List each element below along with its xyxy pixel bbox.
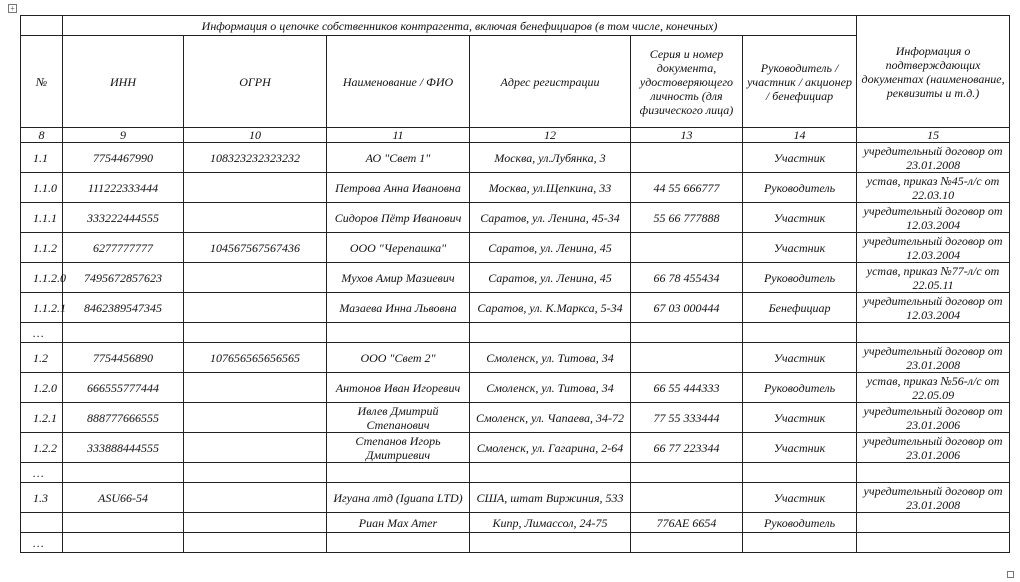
cell-name: Игуана лтд (Iguana LTD) xyxy=(327,483,470,513)
cell-ogrn xyxy=(184,323,327,343)
cell-number: … xyxy=(21,463,63,483)
cell-role: Руководитель xyxy=(743,373,857,403)
cell-inn: 333222444555 xyxy=(63,203,184,233)
cell-ogrn xyxy=(184,533,327,553)
cell-name: Мухов Амир Мазиевич xyxy=(327,263,470,293)
cell-inn: 7495672857623 xyxy=(63,263,184,293)
cell-confirming-docs xyxy=(857,323,1010,343)
column-header: Серия и номер документа, удостоверяющего личность (для физического лица) xyxy=(631,36,743,128)
cell-number: 1.2.1 xyxy=(21,403,63,433)
cell-address xyxy=(470,533,631,553)
table-row xyxy=(21,403,1010,433)
cell-confirming-docs xyxy=(857,513,1010,533)
cell-role: Участник xyxy=(743,433,857,463)
cell-address: Смоленск, ул. Гагарина, 2-64 xyxy=(470,433,631,463)
cell-inn: ASU66-54 xyxy=(63,483,184,513)
cell-document: 776АЕ 6654 xyxy=(631,513,743,533)
cell-role: Участник xyxy=(743,143,857,173)
cell-name: АО "Свет 1" xyxy=(327,143,470,173)
cell-name: ООО "Свет 2" xyxy=(327,343,470,373)
cell-document: 44 55 666777 xyxy=(631,173,743,203)
cell-confirming-docs: учредительный договор от 23.01.2008 xyxy=(857,483,1010,513)
cell-document: 67 03 000444 xyxy=(631,293,743,323)
cell-confirming-docs xyxy=(857,533,1010,553)
cell-document: 66 55 444333 xyxy=(631,373,743,403)
cell-document: 55 66 777888 xyxy=(631,203,743,233)
cell-inn xyxy=(63,513,184,533)
cell-name: Петрова Анна Ивановна xyxy=(327,173,470,203)
cell-confirming-docs: устав, приказ №45-л/с от 22.03.10 xyxy=(857,173,1010,203)
cell-name xyxy=(327,463,470,483)
table-row xyxy=(21,323,1010,343)
cell-confirming-docs: учредительный договор от 23.01.2006 xyxy=(857,403,1010,433)
cell-number: 1.1.2.1 xyxy=(21,293,63,323)
cell-inn: 888777666555 xyxy=(63,403,184,433)
table-title: Информация о цепочке собственников контрагента, включая бенефициаров (в том числе, конечных) xyxy=(63,16,857,36)
cell-role: Бенефициар xyxy=(743,293,857,323)
cell-ogrn xyxy=(184,173,327,203)
table-row xyxy=(21,233,1010,263)
table-row xyxy=(21,293,1010,323)
cell-ogrn xyxy=(184,463,327,483)
cell-address: Москва, ул.Лубянка, 3 xyxy=(470,143,631,173)
owners-chain-table xyxy=(20,15,1010,553)
cell-ogrn xyxy=(184,483,327,513)
cell-inn xyxy=(63,463,184,483)
cell-ogrn xyxy=(184,203,327,233)
cell-name xyxy=(327,323,470,343)
cell-confirming-docs xyxy=(857,463,1010,483)
cell-ogrn xyxy=(184,293,327,323)
cell-name: Антонов Иван Игоревич xyxy=(327,373,470,403)
column-number: 14 xyxy=(743,128,857,143)
column-header: Руководитель / участник / акционер / бенефициар xyxy=(743,36,857,128)
cell-address: Москва, ул.Щепкина, 33 xyxy=(470,173,631,203)
cell-ogrn: 108323232323232 xyxy=(184,143,327,173)
table-row xyxy=(21,483,1010,513)
cell-name: ООО "Черепашка" xyxy=(327,233,470,263)
cell-name: Риан Max Amer xyxy=(327,513,470,533)
cell-inn: 666555777444 xyxy=(63,373,184,403)
column-header: Наименование / ФИО xyxy=(327,36,470,128)
cell-document: 77 55 333444 xyxy=(631,403,743,433)
cell-confirming-docs: учредительный договор от 23.01.2006 xyxy=(857,433,1010,463)
cell-number: 1.1.1 xyxy=(21,203,63,233)
cell-confirming-docs: учредительный договор от 12.03.2004 xyxy=(857,203,1010,233)
table-row xyxy=(21,143,1010,173)
cell-address: Кипр, Лимассол, 24-75 xyxy=(470,513,631,533)
table-move-handle-icon[interactable]: + xyxy=(8,4,17,13)
cell-inn: 7754456890 xyxy=(63,343,184,373)
cell-confirming-docs: учредительный договор от 12.03.2004 xyxy=(857,233,1010,263)
cell-number: 1.1.2 xyxy=(21,233,63,263)
cell-address: Саратов, ул. Ленина, 45-34 xyxy=(470,203,631,233)
cell-name xyxy=(327,533,470,553)
table-header-blank xyxy=(21,16,63,36)
cell-role: Руководитель xyxy=(743,513,857,533)
cell-address xyxy=(470,323,631,343)
column-header: Адрес регистрации xyxy=(470,36,631,128)
column-number: 12 xyxy=(470,128,631,143)
cell-number: … xyxy=(21,323,63,343)
cell-document xyxy=(631,343,743,373)
cell-address: Саратов, ул. К.Маркса, 5-34 xyxy=(470,293,631,323)
column-number: 13 xyxy=(631,128,743,143)
cell-document xyxy=(631,483,743,513)
cell-number: 1.1.2.0 xyxy=(21,263,63,293)
cell-name: Сидоров Пётр Иванович xyxy=(327,203,470,233)
cell-confirming-docs: устав, приказ №56-л/с от 22.05.09 xyxy=(857,373,1010,403)
table-row xyxy=(21,513,1010,533)
cell-role: Участник xyxy=(743,343,857,373)
cell-role: Руководитель xyxy=(743,173,857,203)
cell-name: Степанов Игорь Дмитриевич xyxy=(327,433,470,463)
cell-address: Саратов, ул. Ленина, 45 xyxy=(470,263,631,293)
column-header: ИНН xyxy=(63,36,184,128)
cell-ogrn xyxy=(184,263,327,293)
cell-address: Смоленск, ул. Титова, 34 xyxy=(470,373,631,403)
column-number: 15 xyxy=(857,128,1010,143)
cell-role xyxy=(743,463,857,483)
cell-inn xyxy=(63,533,184,553)
cell-address: Смоленск, ул. Титова, 34 xyxy=(470,343,631,373)
column-number: 11 xyxy=(327,128,470,143)
cell-inn: 8462389547345 xyxy=(63,293,184,323)
table-row xyxy=(21,433,1010,463)
cell-number: 1.2.2 xyxy=(21,433,63,463)
cell-document xyxy=(631,533,743,553)
cell-address: Смоленск, ул. Чапаева, 34-72 xyxy=(470,403,631,433)
cell-role: Участник xyxy=(743,483,857,513)
cell-document xyxy=(631,463,743,483)
cell-address xyxy=(470,463,631,483)
cell-address: США, штат Виржиния, 533 xyxy=(470,483,631,513)
cell-document: 66 78 455434 xyxy=(631,263,743,293)
cell-role: Участник xyxy=(743,403,857,433)
cell-number: … xyxy=(21,533,63,553)
cell-name: Мазаева Инна Львовна xyxy=(327,293,470,323)
cell-inn: 111222333444 xyxy=(63,173,184,203)
cell-confirming-docs: учредительный договор от 12.03.2004 xyxy=(857,293,1010,323)
table-resize-handle-icon[interactable] xyxy=(1007,571,1014,578)
cell-ogrn: 107656565656565 xyxy=(184,343,327,373)
cell-document: 66 77 223344 xyxy=(631,433,743,463)
cell-inn: 7754467990 xyxy=(63,143,184,173)
cell-number: 1.2.0 xyxy=(21,373,63,403)
cell-document xyxy=(631,323,743,343)
cell-role xyxy=(743,323,857,343)
table-row xyxy=(21,203,1010,233)
column-header: Информация о подтверждающих документах (наименование, реквизиты и т.д.) xyxy=(857,16,1010,128)
table-row xyxy=(21,463,1010,483)
column-number: 8 xyxy=(21,128,63,143)
table-row xyxy=(21,173,1010,203)
cell-inn xyxy=(63,323,184,343)
table-row xyxy=(21,373,1010,403)
cell-confirming-docs: устав, приказ №77-л/с от 22.05.11 xyxy=(857,263,1010,293)
cell-number: 1.3 xyxy=(21,483,63,513)
cell-inn: 333888444555 xyxy=(63,433,184,463)
cell-inn: 6277777777 xyxy=(63,233,184,263)
cell-document xyxy=(631,233,743,263)
cell-ogrn xyxy=(184,513,327,533)
cell-ogrn xyxy=(184,373,327,403)
table-row xyxy=(21,263,1010,293)
column-number: 9 xyxy=(63,128,184,143)
table-row xyxy=(21,533,1010,553)
column-header: № xyxy=(21,36,63,128)
cell-role xyxy=(743,533,857,553)
cell-ogrn xyxy=(184,433,327,463)
cell-confirming-docs: учредительный договор от 23.01.2008 xyxy=(857,143,1010,173)
cell-role: Руководитель xyxy=(743,263,857,293)
cell-document xyxy=(631,143,743,173)
cell-role: Участник xyxy=(743,203,857,233)
cell-number: 1.2 xyxy=(21,343,63,373)
cell-address: Саратов, ул. Ленина, 45 xyxy=(470,233,631,263)
column-header: ОГРН xyxy=(184,36,327,128)
cell-name: Ивлев Дмитрий Степанович xyxy=(327,403,470,433)
cell-ogrn: 104567567567436 xyxy=(184,233,327,263)
table-row xyxy=(21,343,1010,373)
cell-confirming-docs: учредительный договор от 23.01.2008 xyxy=(857,343,1010,373)
cell-ogrn xyxy=(184,403,327,433)
column-number: 10 xyxy=(184,128,327,143)
cell-number: 1.1.0 xyxy=(21,173,63,203)
cell-number: 1.1 xyxy=(21,143,63,173)
cell-number xyxy=(21,513,63,533)
cell-role: Участник xyxy=(743,233,857,263)
